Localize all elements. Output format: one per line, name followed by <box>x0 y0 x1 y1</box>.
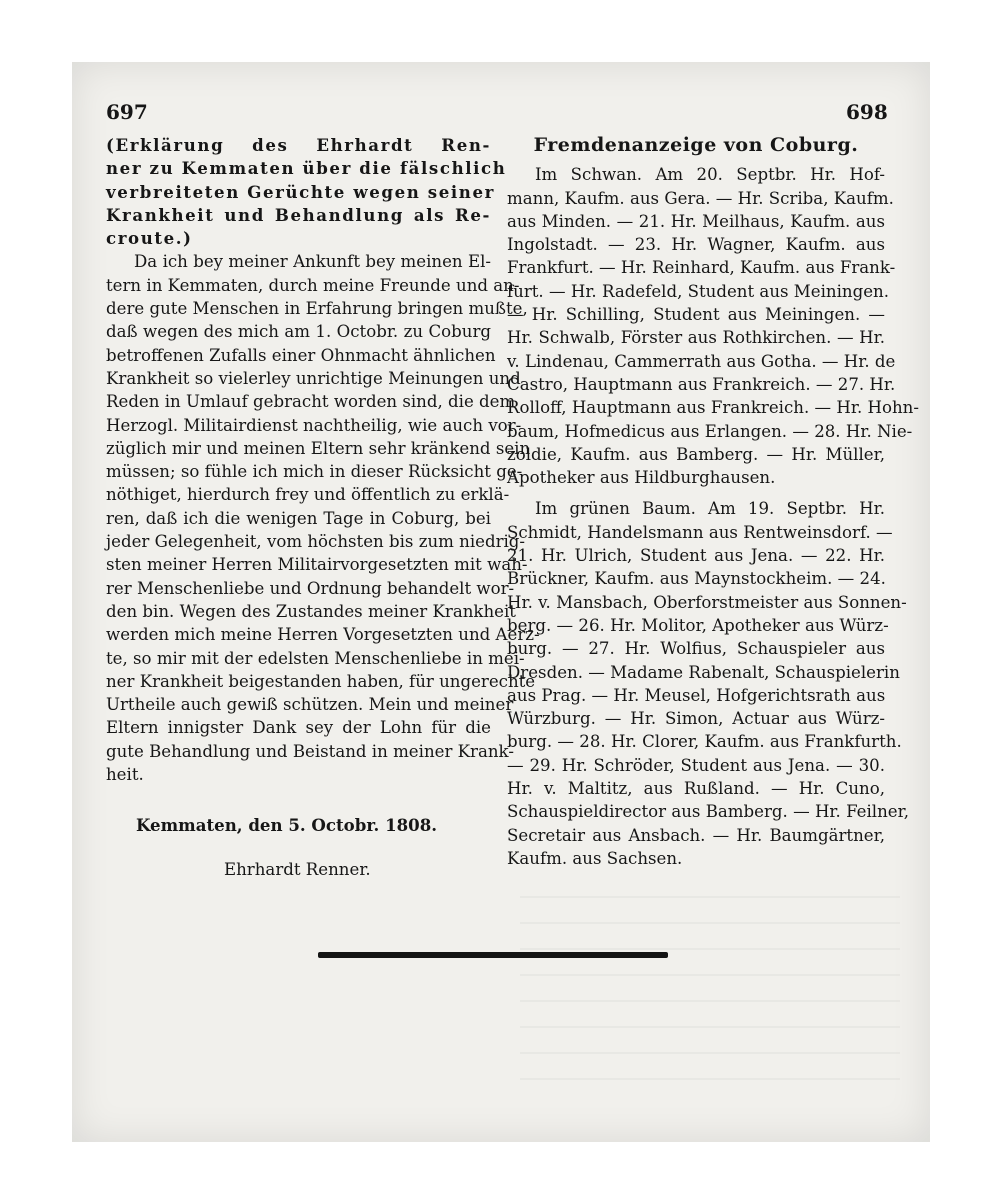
visitor-line: Brückner, Kaufm. aus Maynstockheim. — 24. <box>507 569 886 589</box>
visitor-line: v. Lindenau, Cammerrath aus Gotha. — Hr. de <box>507 351 896 371</box>
visitor-line: Hr. v. Maltitz, aus Rußland. — Hr. Cuno, <box>507 779 885 799</box>
visitor-line: Würzburg. — Hr. Simon, Actuar aus Würz- <box>507 709 885 729</box>
text-line: te, so mir mit der edelsten Menschenliebe in mei- <box>106 648 525 668</box>
text-line: sten meiner Herren Militairvorgesetzten mit wah- <box>106 555 528 575</box>
heading-line: ner zu Kemmaten über die fälschlich <box>106 158 507 179</box>
visitor-line: Rolloff, Hauptmann aus Frankreich. — Hr. Hohn- <box>507 398 919 418</box>
text-line: jeder Gelegenheit, vom höchsten bis zum niedrig- <box>106 532 526 552</box>
declaration-heading <box>106 134 507 250</box>
visitor-line: berg. — 26. Hr. Molitor, Apotheker aus Würz- <box>507 615 889 635</box>
visitor-line: burg. — 28. Hr. Clorer, Kaufm. aus Frankfurth. <box>507 732 902 752</box>
show-through-texture <box>520 880 900 1080</box>
visitor-line: Castro, Hauptmann aus Frankreich. — 27. Hr. <box>507 374 896 394</box>
text-line: ner Krankheit beigestanden haben, für ungerechte <box>106 671 536 691</box>
visitor-line: Im grünen Baum. Am 19. Septbr. Hr. <box>535 499 885 519</box>
place-date: Kemmaten, den 5. Octobr. 1808. <box>136 815 438 836</box>
text-line: werden mich meine Herren Vorgesetzten und Aerz- <box>106 625 540 645</box>
closing-rule <box>318 952 668 958</box>
left-column <box>106 134 540 881</box>
text-line: nöthiget, hierdurch frey und öffentlich zu erklä- <box>106 485 510 505</box>
visitor-line: burg. — 27. Hr. Wolfius, Schauspieler aus <box>507 639 885 659</box>
visitor-line: Secretair aus Ansbach. — Hr. Baumgärtner, <box>507 825 885 845</box>
text-line: tern in Kemmaten, durch meine Freunde und an- <box>106 275 520 295</box>
text-line: betroffenen Zufalls einer Ohnmacht ähnlichen <box>106 345 496 365</box>
heading-line: Krankheit und Behandlung als Re- <box>106 204 491 225</box>
text-line: züglich mir und meinen Eltern sehr kränkend sein <box>106 438 531 458</box>
visitor-list-gruener-baum <box>507 497 910 870</box>
text-line: Herzogl. Militairdienst nachtheilig, wie auch vor- <box>106 415 522 435</box>
visitor-line: furt. — Hr. Radefeld, Student aus Meiningen. <box>507 281 889 301</box>
visitor-line: aus Prag. — Hr. Meusel, Hofgerichtsrath aus <box>507 685 886 705</box>
visitor-line: Ingolstadt. — 23. Hr. Wagner, Kaufm. aus <box>507 235 885 255</box>
text-line: Urtheile auch gewiß schützen. Mein und meiner <box>106 695 514 715</box>
visitor-list-schwan <box>507 163 919 489</box>
heading-line: (Erklärung des Ehrhardt Ren- <box>106 135 491 155</box>
visitor-line: Dresden. — Madame Rabenalt, Schauspielerin <box>507 662 900 682</box>
page-number-left: 697 <box>106 100 148 124</box>
visitor-line: Schmidt, Handelsmann aus Rentweinsdorf. — <box>507 522 893 542</box>
visitor-line: — 29. Hr. Schröder, Student aus Jena. — 30. <box>507 755 885 775</box>
text-line: den bin. Wegen des Zustandes meiner Krankheit <box>106 601 516 621</box>
right-column <box>507 134 919 870</box>
heading-line: croute.) <box>106 228 193 249</box>
visitor-line: mann, Kaufm. aus Gera. — Hr. Scriba, Kaufm. <box>507 188 894 208</box>
visitor-line: aus Minden. — 21. Hr. Meilhaus, Kaufm. aus <box>507 211 885 231</box>
visitor-line: 21. Hr. Ulrich, Student aus Jena. — 22. Hr. <box>507 546 885 566</box>
visitor-line: Apotheker aus Hildburghausen. <box>507 468 776 488</box>
visitor-line: Frankfurt. — Hr. Reinhard, Kaufm. aus Frank- <box>507 258 896 278</box>
text-line: Reden in Umlauf gebracht worden sind, die dem <box>106 392 516 412</box>
text-line: Krankheit so vielerley unrichtige Meinungen und <box>106 368 521 388</box>
text-line: heit. <box>106 765 144 785</box>
visitor-line: zoldie, Kaufm. aus Bamberg. — Hr. Müller, <box>507 444 885 464</box>
visitor-line: Im Schwan. Am 20. Septbr. Hr. Hof- <box>535 165 885 185</box>
visitor-line: Hr. Schwalb, Förster aus Rothkirchen. — Hr. <box>507 328 885 348</box>
page-number-right: 698 <box>846 100 888 124</box>
visitor-line: Hr. v. Mansbach, Oberforstmeister aus Sonnen- <box>507 592 907 612</box>
declaration-body <box>106 250 540 786</box>
signature: Ehrhardt Renner. <box>224 859 371 879</box>
visitor-line: — Hr. Schilling, Student aus Meiningen. — <box>507 305 885 325</box>
text-line: Eltern innigster Dank sey der Lohn für die <box>106 718 491 738</box>
section-title: Fremdenanzeige von Coburg. <box>533 134 859 156</box>
text-line: müssen; so fühle ich mich in dieser Rücksicht ge- <box>106 462 523 482</box>
text-line: dere gute Menschen in Erfahrung bringen mußte, <box>106 299 528 319</box>
text-line: rer Menschenliebe und Ordnung behandelt wor- <box>106 578 515 598</box>
visitor-line: baum, Hofmedicus aus Erlangen. — 28. Hr. Nie- <box>507 421 913 441</box>
text-line: ren, daß ich die wenigen Tage in Coburg, bei <box>106 508 491 528</box>
text-line: Da ich bey meiner Ankunft bey meinen El- <box>134 252 491 272</box>
visitor-line: Schauspieldirector aus Bamberg. — Hr. Feilner, <box>507 802 910 822</box>
text-line: gute Behandlung und Beistand in meiner Krank- <box>106 741 514 761</box>
heading-line: verbreiteten Gerüchte wegen seiner <box>106 181 495 202</box>
visitor-line: Kaufm. aus Sachsen. <box>507 848 683 868</box>
text-line: daß wegen des mich am 1. Octobr. zu Coburg <box>106 322 491 342</box>
